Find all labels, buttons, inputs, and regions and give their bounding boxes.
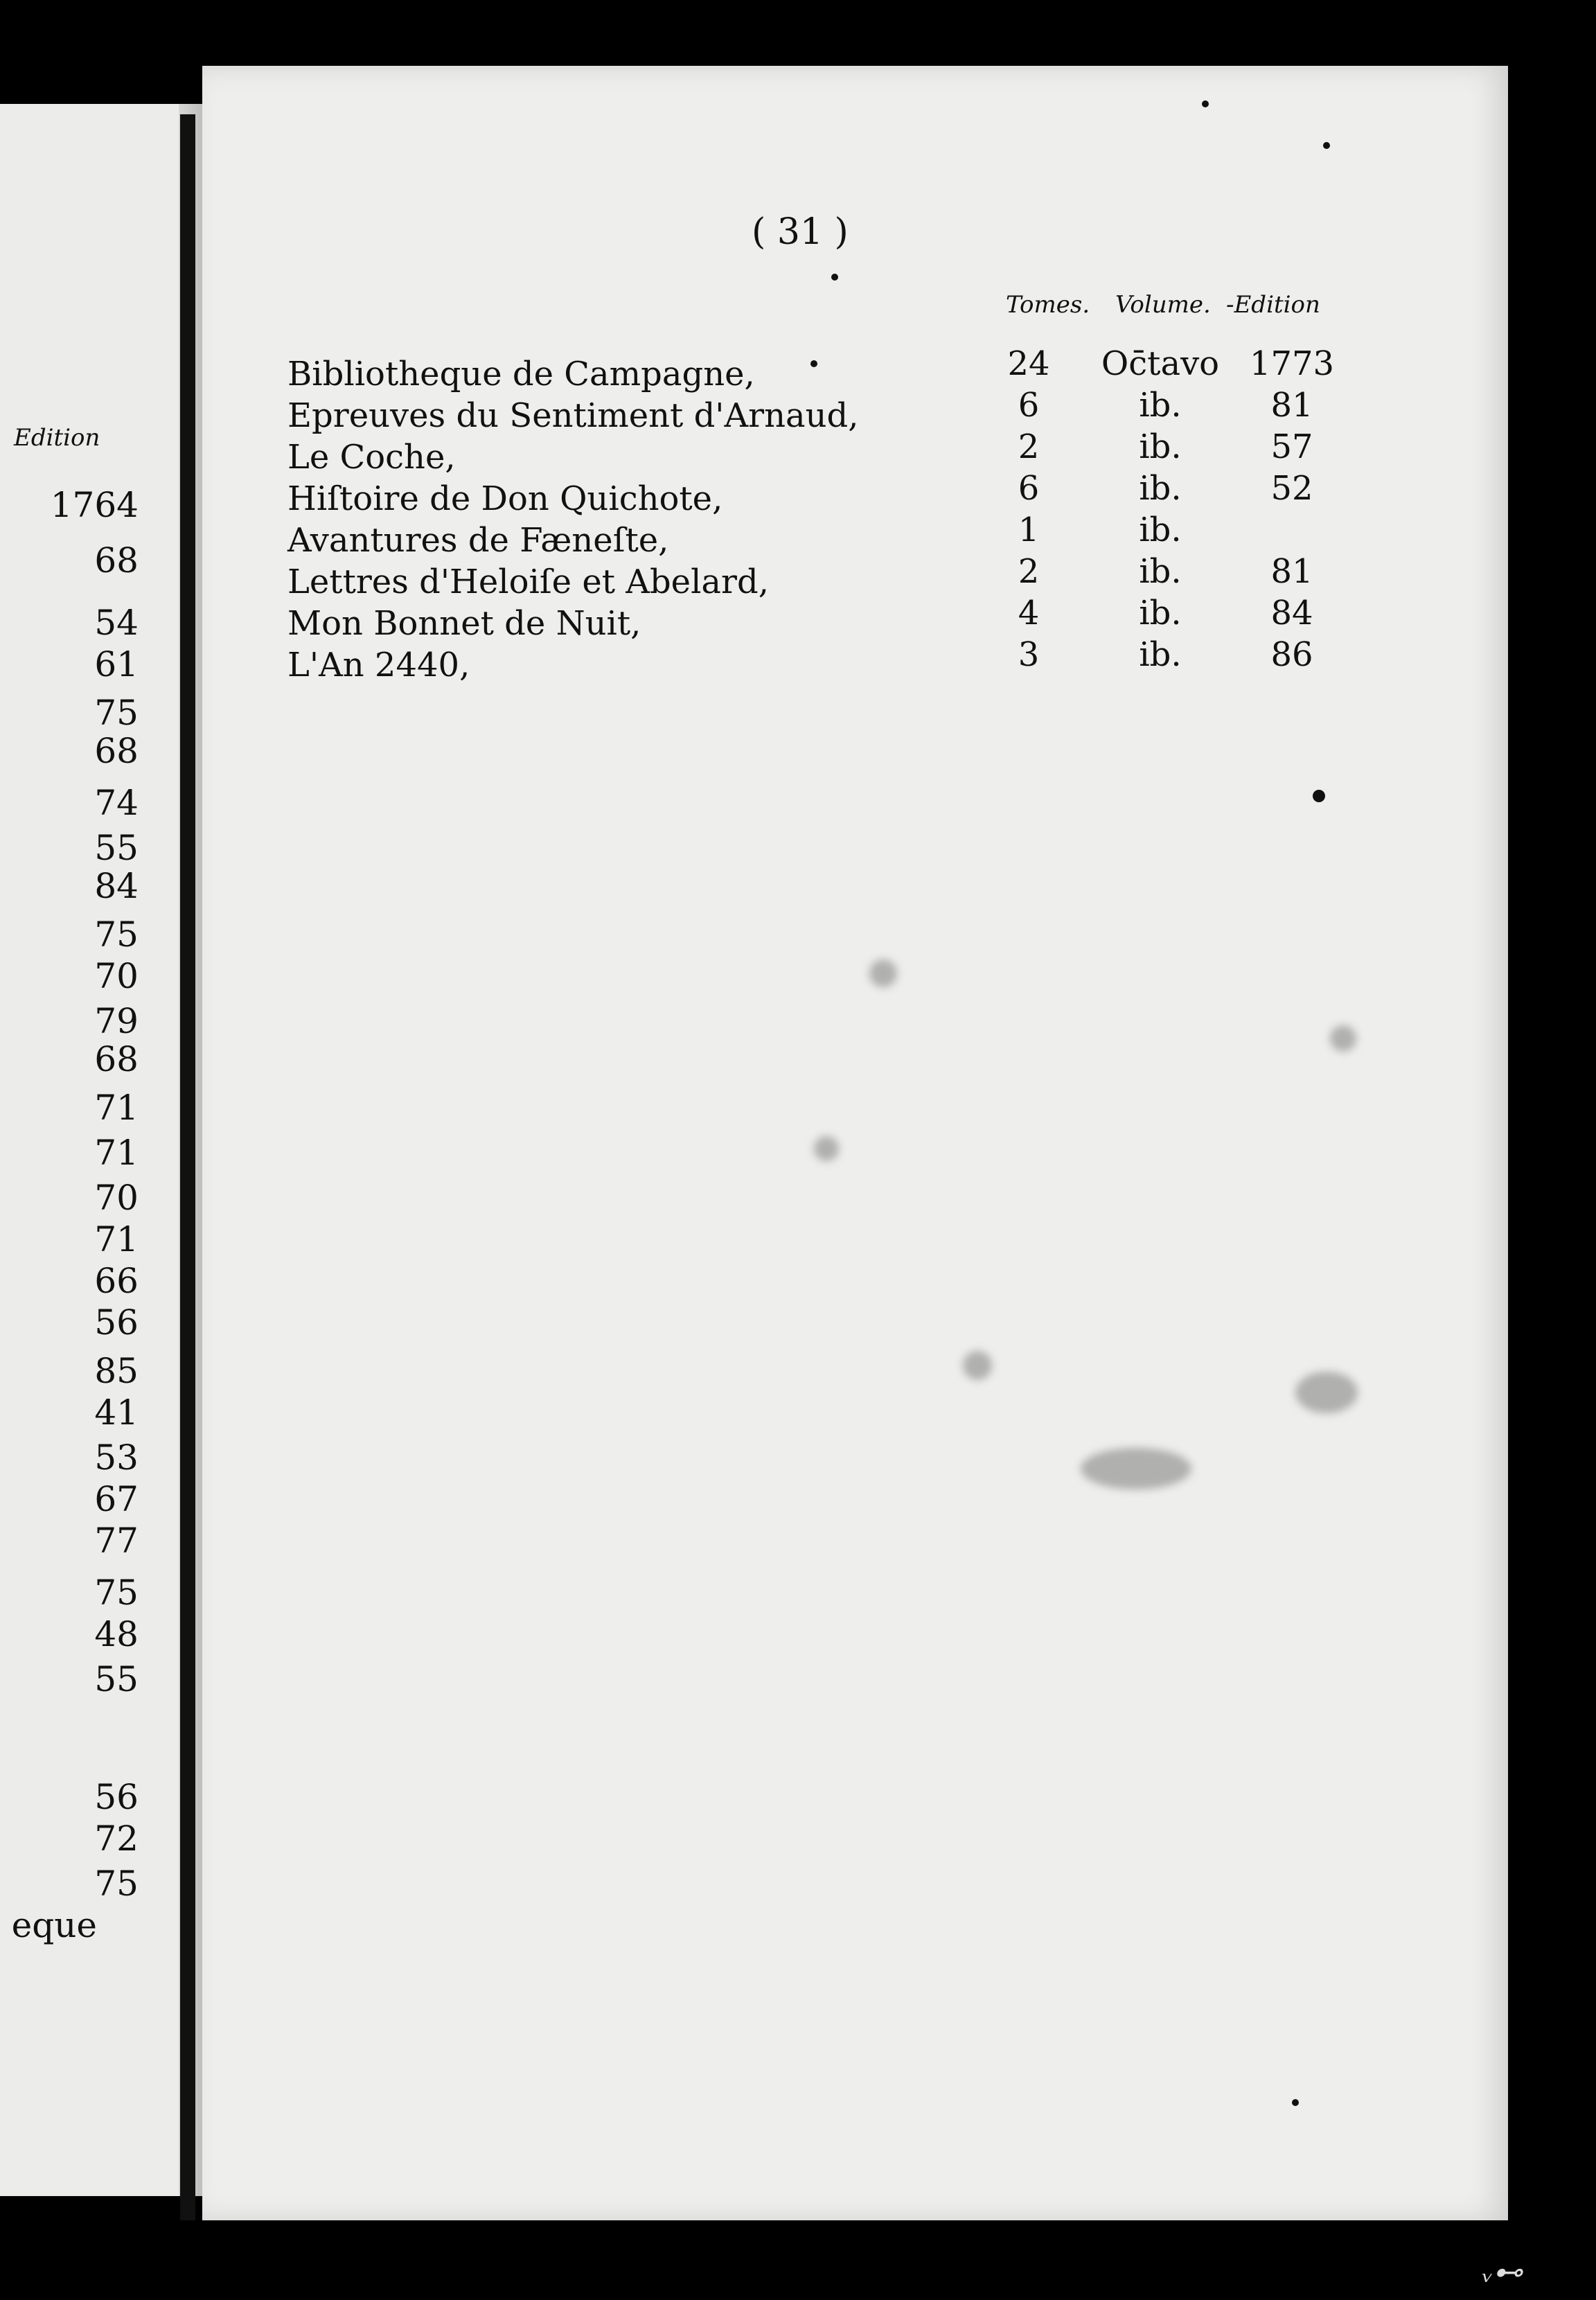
entry-edition: 84 bbox=[1270, 594, 1313, 632]
left-edition-value: 55 bbox=[94, 1659, 139, 1699]
entry-volume: ib. bbox=[1139, 469, 1182, 508]
entry-edition: 1773 bbox=[1249, 344, 1335, 383]
paper-stain bbox=[814, 1136, 839, 1161]
entry-title: Le Coche, bbox=[287, 438, 456, 477]
left-edition-value: 68 bbox=[94, 731, 139, 771]
left-edition-value: 75 bbox=[94, 1573, 139, 1613]
paper-stain bbox=[1330, 1025, 1356, 1052]
ink-speck bbox=[810, 360, 817, 367]
entry-tomes: 3 bbox=[1018, 635, 1040, 674]
ink-speck bbox=[1323, 142, 1330, 149]
ink-speck bbox=[1202, 100, 1209, 107]
left-edition-value: 71 bbox=[94, 1088, 139, 1128]
left-edition-value: 71 bbox=[94, 1133, 139, 1173]
paper-stain bbox=[869, 959, 897, 987]
left-edition-header: Edition bbox=[14, 424, 100, 452]
paper-stain bbox=[963, 1351, 992, 1380]
entry-edition: 81 bbox=[1270, 552, 1313, 591]
entry-title: Bibliotheque de Campagne, bbox=[287, 355, 755, 393]
entry-volume: ib. bbox=[1139, 386, 1182, 425]
entry-tomes: 24 bbox=[1007, 344, 1050, 383]
entry-tomes: 6 bbox=[1018, 386, 1040, 425]
left-edition-value: 72 bbox=[94, 1819, 139, 1859]
entry-volume: Oc̄tavo bbox=[1101, 344, 1220, 383]
entry-title: Lettres d'Heloiſe et Abelard, bbox=[287, 563, 769, 601]
entry-title: Epreuves du Sentiment d'Arnaud, bbox=[287, 396, 859, 435]
paper-stain bbox=[1081, 1448, 1191, 1489]
column-header-edition: -Edition bbox=[1226, 291, 1320, 319]
left-edition-value: 67 bbox=[94, 1479, 139, 1519]
left-edition-value: 48 bbox=[94, 1614, 139, 1654]
entry-tomes: 6 bbox=[1018, 469, 1040, 508]
entry-volume: ib. bbox=[1139, 594, 1182, 632]
entry-edition: 52 bbox=[1270, 469, 1313, 508]
left-edition-value: 71 bbox=[94, 1219, 139, 1259]
entry-volume: ib. bbox=[1139, 511, 1182, 549]
left-edition-value: 1764 bbox=[50, 485, 139, 525]
left-edition-value: 55 bbox=[94, 828, 139, 868]
entry-tomes: 1 bbox=[1018, 511, 1040, 549]
ink-speck bbox=[831, 274, 838, 281]
column-header-tomes: Tomes. bbox=[1006, 291, 1090, 319]
entry-title: L'An 2440, bbox=[287, 646, 470, 684]
entry-edition: 86 bbox=[1270, 635, 1313, 674]
left-edition-value: 68 bbox=[94, 1039, 139, 1079]
corner-mark: ᵥ⊷ bbox=[1482, 2255, 1523, 2289]
ink-speck bbox=[1292, 2099, 1299, 2106]
entry-edition: 57 bbox=[1270, 427, 1313, 466]
left-edition-value: 66 bbox=[94, 1261, 139, 1301]
entry-tomes: 4 bbox=[1018, 594, 1040, 632]
left-edition-value: 61 bbox=[94, 644, 139, 684]
left-edition-value: 85 bbox=[94, 1351, 139, 1391]
ink-speck bbox=[1313, 790, 1325, 802]
left-edition-value: 56 bbox=[94, 1302, 139, 1343]
left-edition-value: 74 bbox=[94, 783, 139, 823]
left-edition-value: 77 bbox=[94, 1521, 139, 1561]
entry-tomes: 2 bbox=[1018, 427, 1040, 466]
left-edition-value: 53 bbox=[94, 1438, 139, 1478]
entry-volume: ib. bbox=[1139, 427, 1182, 466]
page-number: ( 31 ) bbox=[752, 211, 849, 253]
left-edition-value: 41 bbox=[94, 1392, 139, 1433]
left-edition-value: 75 bbox=[94, 1864, 139, 1904]
left-edition-value: 75 bbox=[94, 914, 139, 955]
left-edition-value: 54 bbox=[94, 603, 139, 643]
entry-tomes: 2 bbox=[1018, 552, 1040, 591]
gutter-shadow-line bbox=[180, 114, 195, 2220]
paper-stain bbox=[1295, 1372, 1358, 1413]
left-edition-value: 70 bbox=[94, 1178, 139, 1218]
entry-title: Hiſtoire de Don Quichote, bbox=[287, 479, 723, 518]
left-edition-value: 56 bbox=[94, 1777, 139, 1817]
entry-volume: ib. bbox=[1139, 635, 1182, 674]
entry-volume: ib. bbox=[1139, 552, 1182, 591]
left-edition-value: 79 bbox=[94, 1001, 139, 1041]
entry-edition: 81 bbox=[1270, 386, 1313, 425]
left-edition-value: 68 bbox=[94, 540, 139, 581]
entry-title: Avantures de Fæneſte, bbox=[287, 521, 669, 560]
left-edition-value: 70 bbox=[94, 956, 139, 996]
left-page-fragment: eque bbox=[11, 1905, 97, 1945]
left-edition-value: 75 bbox=[94, 693, 139, 733]
column-header-volume: Volume. bbox=[1115, 291, 1211, 319]
left-edition-value: 84 bbox=[94, 866, 139, 906]
entry-title: Mon Bonnet de Nuit, bbox=[287, 604, 641, 643]
